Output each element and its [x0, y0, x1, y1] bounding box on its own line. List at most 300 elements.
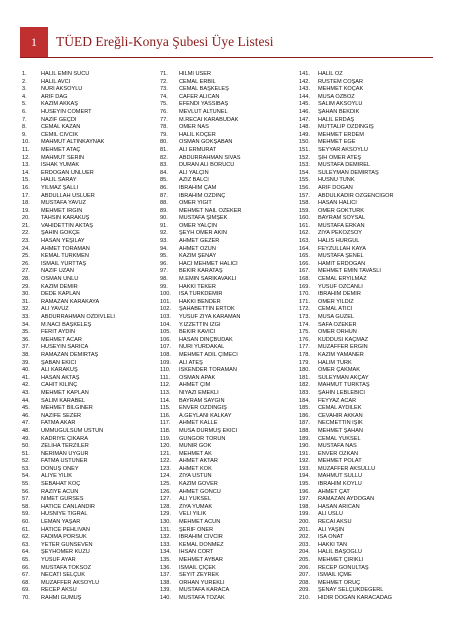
member-row	[299, 155, 437, 163]
member-name: KUDDUSİ KAÇMAZ	[318, 336, 369, 343]
member-number: 29.	[22, 283, 30, 290]
member-name: MEVLÜT ALTUNEL	[179, 108, 228, 115]
member-row	[22, 451, 160, 459]
member-number: 181.	[299, 374, 310, 381]
member-row	[299, 595, 437, 603]
member-row	[22, 534, 160, 542]
member-number: 199.	[299, 511, 310, 518]
member-number: 155.	[299, 177, 310, 184]
member-name: FATMA AKAR	[41, 420, 76, 427]
member-name: EFENDİ YASSIBAŞ	[179, 101, 229, 108]
member-name: HASAN HALICI	[318, 200, 357, 207]
member-name: RAMAZAN KARAKAYA	[41, 298, 100, 305]
member-row	[160, 162, 298, 170]
member-row	[299, 519, 437, 527]
member-number: 46.	[22, 412, 30, 419]
member-number: 45.	[22, 405, 30, 412]
member-name: ZİYA YUMAK	[179, 503, 213, 510]
member-name: İBRAHİM ÖZDİNÇ	[179, 192, 226, 199]
member-name: HÜSNİYE TIĞRAL	[41, 511, 88, 518]
member-number: 209.	[299, 587, 310, 594]
member-number: 62.	[22, 534, 30, 541]
member-number: 36.	[22, 336, 30, 343]
member-row	[160, 200, 298, 208]
member-name: ABDULKADİR ÖZGENCİGÖR	[318, 192, 394, 199]
member-name: İBRAHİM KÖYLÜ	[318, 481, 362, 488]
member-number: 120.	[160, 443, 171, 450]
member-name: GÜNGÖR TORUN	[179, 435, 226, 442]
member-number: 114.	[160, 397, 171, 404]
member-name: MUSTAFA TOKSÖZ	[41, 564, 92, 571]
member-name: NURİ YURDAKAL	[179, 344, 225, 351]
member-name: HAMİT ERDOĞAN	[318, 260, 366, 267]
member-column-3	[299, 71, 437, 623]
member-name: MUSA ÖZBOZ	[318, 93, 355, 100]
member-name: ŞABAN EKİCİ	[41, 359, 77, 366]
member-number: 124.	[160, 473, 171, 480]
member-row	[299, 117, 437, 125]
member-name: VELİ YILIK	[179, 511, 207, 518]
member-number: 177.	[299, 344, 310, 351]
member-name: KAZIM ŞENAY	[179, 253, 217, 260]
member-number: 61.	[22, 526, 30, 533]
member-number: 63.	[22, 541, 30, 548]
member-number: 23.	[22, 238, 30, 245]
member-row	[22, 527, 160, 535]
member-number: 48.	[22, 427, 30, 434]
member-number: 137.	[160, 572, 171, 579]
member-name: ŞAHAN BEKDİK	[318, 108, 360, 115]
member-number: 90.	[160, 215, 168, 222]
member-name: ALİ KARAKUŞ	[41, 367, 78, 374]
member-name: MÜNİR GÖK	[179, 443, 212, 450]
member-number: 190.	[299, 443, 310, 450]
member-number: 111.	[160, 374, 171, 381]
member-row	[22, 246, 160, 254]
member-name: ŞEYH ÖMER AKIN	[179, 230, 227, 237]
member-row	[299, 71, 437, 79]
member-row	[22, 413, 160, 421]
member-name: İSMAİL İÇME	[318, 572, 352, 579]
member-row	[299, 109, 437, 117]
member-row	[160, 458, 298, 466]
member-number: 162.	[299, 230, 310, 237]
member-row	[160, 420, 298, 428]
member-name: MEHMET POLAT	[318, 458, 362, 465]
member-row	[160, 223, 298, 231]
member-row	[160, 443, 298, 451]
member-name: YUSUF AYAR	[41, 557, 76, 563]
member-number: 19.	[22, 207, 30, 214]
member-number: 148.	[299, 124, 310, 131]
member-number: 139.	[160, 587, 171, 594]
member-row	[160, 291, 298, 299]
member-row	[160, 572, 298, 580]
member-number: 141.	[299, 71, 310, 77]
member-name: KAZIM YAMANER	[318, 351, 364, 358]
member-row	[22, 587, 160, 595]
page-number-badge: 1	[20, 27, 48, 57]
member-number: 143.	[299, 86, 310, 93]
member-row	[299, 549, 437, 557]
member-row	[160, 337, 298, 345]
member-number: 204.	[299, 549, 310, 556]
member-row	[22, 147, 160, 155]
member-row	[160, 436, 298, 444]
member-row	[299, 132, 437, 140]
member-row	[299, 284, 437, 292]
member-row	[299, 200, 437, 208]
member-number: 68.	[22, 579, 30, 586]
member-row	[160, 261, 298, 269]
member-number: 34.	[22, 321, 30, 328]
member-number: 87.	[160, 192, 168, 199]
member-number: 105.	[160, 329, 171, 336]
member-name: MUTTALİP ÖZDİNGİŞ	[318, 124, 374, 131]
member-number: 189.	[299, 435, 310, 442]
member-number: 51.	[22, 450, 30, 457]
member-row	[22, 109, 160, 117]
member-number: 16.	[22, 184, 30, 191]
member-row	[299, 139, 437, 147]
member-number: 57.	[22, 496, 30, 503]
member-name: CEMAL ATICI	[318, 306, 353, 313]
member-number: 208.	[299, 579, 310, 586]
member-number: 15.	[22, 177, 30, 184]
member-name: MAHMUT SERİN	[41, 154, 85, 161]
member-name: KADRİYE ÇIKARA	[41, 435, 88, 442]
member-row	[160, 268, 298, 276]
member-number: 106.	[160, 336, 171, 343]
member-name: HIDIR DOĞAN KARACADAĞ	[318, 594, 392, 601]
member-number: 170.	[299, 291, 310, 298]
member-row	[160, 466, 298, 474]
member-row	[22, 542, 160, 550]
member-name: ÖMER NAS	[179, 124, 209, 131]
member-row	[22, 496, 160, 504]
member-name: HALİL EMİN SUCU	[41, 71, 90, 77]
member-name: ÖMER ÇAKMAK	[318, 367, 360, 374]
member-number: 200.	[299, 519, 310, 526]
member-number: 9.	[22, 131, 27, 138]
member-row	[22, 291, 160, 299]
member-row	[160, 306, 298, 314]
member-number: 3.	[22, 86, 27, 93]
member-name: ŞENAY SELÇUKDEĞERL	[318, 587, 384, 594]
member-name: AHMET KÖK	[179, 465, 212, 472]
member-name: MEHMET EGE	[318, 139, 356, 146]
member-name: İBRAHİM DEMİR	[318, 291, 361, 298]
member-row	[299, 329, 437, 337]
member-row	[299, 162, 437, 170]
member-row	[299, 436, 437, 444]
member-name: ARİF DAĞ	[41, 93, 68, 100]
member-name: VAHİDETTİN AKTAŞ	[41, 222, 94, 229]
member-name: ALİ YAVUZ	[41, 306, 69, 313]
member-name: ALİ YAŞIN	[318, 526, 345, 533]
member-row	[160, 284, 298, 292]
member-number: 131.	[160, 526, 171, 533]
member-name: ŞEYHÖMER KUZU	[41, 549, 90, 556]
member-name: YUSUF ÖZCANLI	[318, 283, 363, 290]
member-name: DEDE KAPLAN	[41, 291, 81, 298]
member-row	[299, 253, 437, 261]
member-row	[160, 177, 298, 185]
member-name: MUSTAFA ŞİMŞEK	[179, 215, 228, 222]
member-row	[160, 147, 298, 155]
member-number: 138.	[160, 579, 171, 586]
member-number: 110.	[160, 367, 171, 374]
member-name: HÜSEYİN SARICA	[41, 344, 89, 351]
member-name: MEHMET NAİL ÖZEKER	[179, 207, 242, 214]
member-row	[299, 94, 437, 102]
member-name: HALİL ÖZ	[318, 71, 343, 77]
member-number: 100.	[160, 291, 171, 298]
member-row	[160, 193, 298, 201]
member-number: 92.	[160, 230, 168, 237]
member-name: ENVER ÖZKAN	[318, 450, 359, 457]
member-number: 50.	[22, 443, 30, 450]
member-number: 82.	[160, 154, 168, 161]
member-row	[160, 117, 298, 125]
member-number: 18.	[22, 200, 30, 207]
member-row	[299, 261, 437, 269]
member-name: MEHMET ŞAHAN	[318, 427, 363, 434]
member-number: 96.	[160, 260, 168, 267]
member-row	[299, 390, 437, 398]
member-number: 2.	[22, 78, 27, 85]
member-row	[299, 367, 437, 375]
member-row	[22, 511, 160, 519]
member-row	[22, 261, 160, 269]
member-name: ÖMER ORHUN	[318, 329, 357, 336]
member-row	[299, 375, 437, 383]
member-name: SALİM KARABEL	[41, 397, 86, 404]
member-number: 133.	[160, 541, 171, 548]
member-number: 197.	[299, 496, 310, 503]
member-name: RECEP AKSU	[41, 587, 77, 594]
member-row	[22, 276, 160, 284]
member-row	[299, 420, 437, 428]
member-name: RAZİYE ACUN	[41, 488, 79, 495]
member-number: 112.	[160, 382, 171, 389]
member-number: 38.	[22, 351, 30, 358]
member-row	[160, 86, 298, 94]
member-row	[22, 420, 160, 428]
member-number: 28.	[22, 276, 30, 283]
member-name: M.NACİ BAŞKELEŞ	[41, 321, 92, 328]
member-row	[299, 299, 437, 307]
member-row	[160, 398, 298, 406]
member-name: BAYRAM SOYSAL	[318, 215, 366, 222]
member-row	[299, 193, 437, 201]
member-number: 49.	[22, 435, 30, 442]
member-number: 173.	[299, 314, 310, 320]
member-number: 127.	[160, 496, 171, 503]
member-name: ŞAHİN LEBLEBİCİ	[318, 389, 365, 396]
member-number: 20.	[22, 215, 30, 222]
member-name: CEMAL BAŞKELEŞ	[179, 86, 229, 93]
member-row	[160, 489, 298, 497]
member-row	[22, 481, 160, 489]
member-number: 194.	[299, 473, 310, 480]
member-number: 30.	[22, 291, 30, 298]
member-number: 174.	[299, 321, 310, 328]
member-name: BEKİR KARATAŞ	[179, 268, 223, 275]
member-row	[160, 185, 298, 193]
member-row	[22, 268, 160, 276]
member-number: 77.	[160, 116, 168, 123]
member-name: ŞAHABETTİN ERTOK	[179, 306, 235, 313]
member-name: MUSA DURMUŞ EKİCİ	[179, 427, 238, 434]
member-row	[22, 79, 160, 87]
member-number: 184.	[299, 397, 310, 404]
member-name: NERİMAN UYGUR	[41, 450, 89, 457]
member-row	[22, 443, 160, 451]
member-row	[160, 71, 298, 79]
member-name: AHMET ÇİM	[179, 382, 211, 389]
member-name: KAZIM AKKAŞ	[41, 101, 78, 108]
member-row	[299, 337, 437, 345]
member-name: İSMAİL ÇİÇEK	[179, 564, 216, 571]
member-name: SAFA ÖZEKER	[318, 321, 357, 328]
member-number: 183.	[299, 389, 310, 396]
member-row	[299, 352, 437, 360]
member-number: 187.	[299, 420, 310, 427]
member-row	[22, 162, 160, 170]
member-number: 41.	[22, 374, 30, 381]
member-row	[299, 215, 437, 223]
member-number: 130.	[160, 519, 171, 526]
member-name: İHSAN CORT	[179, 549, 214, 556]
member-name: MEHMET AYBAR	[179, 557, 223, 563]
member-number: 12.	[22, 154, 30, 161]
member-row	[22, 580, 160, 588]
member-number: 44.	[22, 397, 30, 404]
member-number: 164.	[299, 245, 310, 252]
member-number: 193.	[299, 465, 310, 472]
member-number: 135.	[160, 557, 171, 563]
member-name: MUSTAFA NAS	[318, 443, 357, 450]
member-name: CAFER ALİCAN	[179, 93, 220, 100]
member-row	[22, 565, 160, 573]
member-number: 144.	[299, 93, 310, 100]
member-row	[22, 238, 160, 246]
member-row	[22, 132, 160, 140]
member-name: MUZAFFER AKSÜLLÜ	[318, 465, 376, 472]
member-number: 91.	[160, 222, 168, 229]
member-number: 80.	[160, 139, 168, 146]
member-number: 203.	[299, 541, 310, 548]
member-row	[22, 193, 160, 201]
member-name: ÜMMÜGÜLSÜM ÜSTÜN	[41, 427, 104, 434]
member-name: MEHMET AK	[179, 450, 212, 457]
member-number: 113.	[160, 389, 171, 396]
member-name: ALİ ATEŞ	[179, 359, 203, 366]
member-row	[299, 382, 437, 390]
member-name: NAZİF GEÇDİ	[41, 116, 77, 123]
member-name: MUSTAFA TOZAK	[179, 594, 225, 601]
member-row	[22, 375, 160, 383]
member-row	[22, 458, 160, 466]
member-number: 191.	[299, 450, 310, 457]
member-row	[299, 246, 437, 254]
member-name: MEHMET BİLGİNER	[41, 405, 93, 412]
member-row	[299, 580, 437, 588]
member-number: 26.	[22, 260, 30, 267]
member-name: RÜSTEM COŞAR	[318, 78, 364, 85]
member-number: 21.	[22, 222, 30, 229]
member-number: 73.	[160, 86, 168, 93]
member-row	[299, 405, 437, 413]
member-name: ALİ YÜKSEL	[179, 496, 211, 503]
member-name: NURİ AKSOYLU	[41, 86, 83, 93]
member-row	[299, 587, 437, 595]
member-row	[160, 109, 298, 117]
member-name: OSMAN APAK	[179, 374, 216, 381]
member-row	[160, 534, 298, 542]
member-number: 104.	[160, 321, 171, 328]
member-row	[22, 306, 160, 314]
member-row	[299, 527, 437, 535]
member-row	[22, 557, 160, 565]
member-number: 81.	[160, 146, 168, 153]
member-row	[299, 147, 437, 155]
member-name: CEVAHİR AKKAN	[318, 412, 363, 419]
member-number: 157.	[299, 192, 310, 199]
member-row	[160, 132, 298, 140]
member-number: 176.	[299, 336, 310, 343]
member-name: ABDURRAHMAN SİVAS	[179, 154, 241, 161]
member-number: 66.	[22, 564, 30, 571]
member-row	[299, 565, 437, 573]
member-number: 129.	[160, 511, 171, 518]
member-list	[22, 71, 435, 623]
member-number: 165.	[299, 253, 310, 260]
member-row	[22, 572, 160, 580]
member-number: 186.	[299, 412, 310, 419]
member-row	[22, 549, 160, 557]
member-name: HALİL ERDAŞ	[318, 116, 355, 123]
member-number: 13.	[22, 162, 30, 169]
member-name: M.RECAİ KARABUDAK	[179, 116, 239, 123]
member-number: 192.	[299, 458, 310, 465]
member-row	[22, 398, 160, 406]
member-name: MEHMET KAPLAN	[41, 389, 89, 396]
member-number: 180.	[299, 367, 310, 374]
member-name: SALİM AKSOYLU	[318, 101, 363, 108]
member-number: 7.	[22, 116, 27, 123]
member-row	[299, 413, 437, 421]
member-number: 1.	[22, 71, 27, 77]
member-number: 156.	[299, 184, 310, 191]
member-number: 210.	[299, 594, 310, 601]
member-name: İSMAİL YURTTAŞ	[41, 260, 87, 267]
member-name: ŞERİF ÖNER	[179, 526, 214, 533]
member-row	[22, 215, 160, 223]
member-number: 128.	[160, 503, 171, 510]
member-name: OSMAN GÖKŞABAN	[179, 139, 233, 146]
member-number: 72.	[160, 78, 168, 85]
member-row	[160, 580, 298, 588]
member-number: 6.	[22, 108, 27, 115]
member-row	[160, 496, 298, 504]
member-number: 153.	[299, 162, 310, 169]
member-name: HASAN YEŞİLAY	[41, 238, 85, 245]
member-name: HASAN DİNÇBUDAK	[179, 336, 233, 343]
member-number: 8.	[22, 124, 27, 131]
member-name: ALİ ERMURAT	[179, 146, 217, 153]
